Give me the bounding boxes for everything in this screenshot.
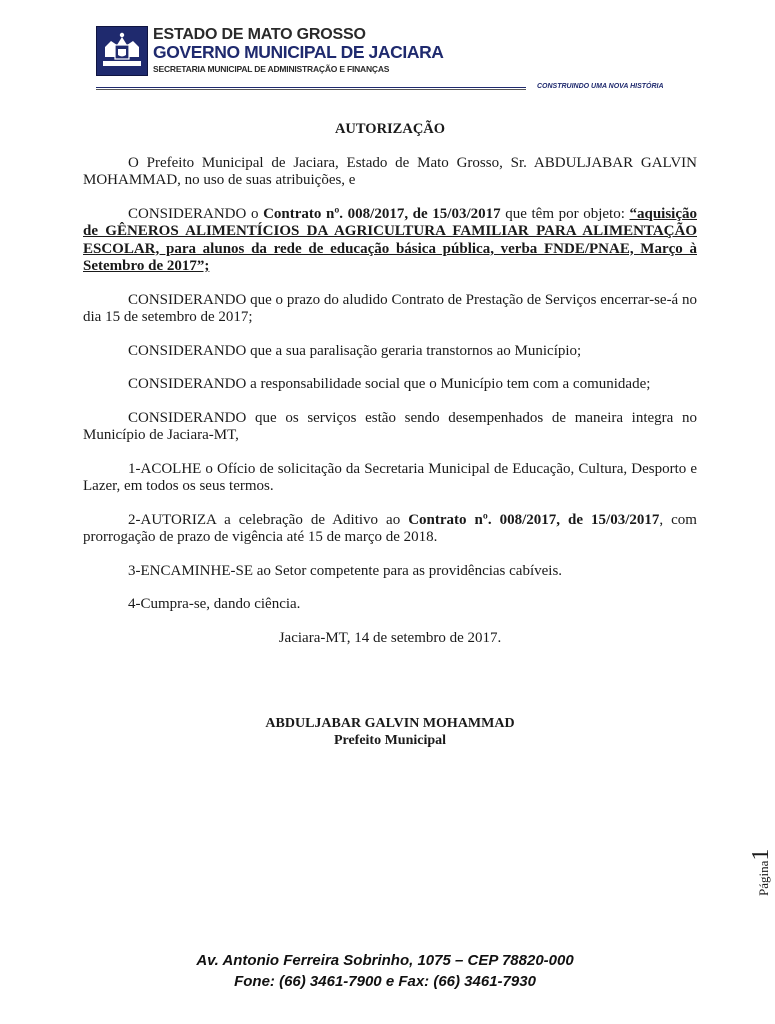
p1-lead: CONSIDERANDO o	[128, 205, 264, 222]
date-line: Jaciara-MT, 14 de setembro de 2017.	[278, 629, 502, 646]
page-number: 1	[748, 848, 774, 861]
letterhead	[96, 26, 696, 96]
item-4-paragraph: 4-Cumpra-se, dando ciência.	[128, 596, 301, 612]
considering-responsibility-paragraph: CONSIDERANDO a responsabilidade social que o Município tem com a comunidade;	[128, 376, 651, 392]
footer-phones: Fone: (66) 3461-7900 e Fax: (66) 3461-7930	[234, 973, 536, 990]
signature-block	[83, 715, 697, 749]
contract-reference: Contrato nº. 008/2017, de 15/03/2017	[263, 205, 501, 222]
contract-object: “aquisição de GÊNEROS ALIMENTÍCIOS DA AGRICULTURA FAMILIAR PARA ALIMENTAÇÃO ESCOLAR, para alunos da rede de educação básica pública, verba FNDE/PNAE, Março à Setembro de 2017”;	[83, 205, 697, 274]
item-1-paragraph: 1-ACOLHE o Ofício de solicitação da Secretaria Municipal de Educação, Cultura, Desporto e Lazer, em todos os seus termos.	[83, 460, 697, 494]
p1-mid: que têm por objeto:	[500, 205, 630, 222]
signer-name: ABDULJABAR GALVIN MOHAMMAD	[265, 716, 515, 731]
considering-interruption-paragraph: CONSIDERANDO que a sua paralisação geraria transtornos ao Município;	[128, 342, 582, 359]
footer	[0, 950, 770, 992]
intro-paragraph: O Prefeito Municipal de Jaciara, Estado de Mato Grosso, Sr. ABDULJABAR GALVIN MOHAMMAD, no uso de suas atribuições, e	[83, 154, 697, 188]
crest-graphic	[97, 27, 147, 75]
slogan: CONSTRUINDO UMA NOVA HISTÓRIA	[537, 83, 664, 90]
page-label: Página	[756, 860, 771, 896]
page-number-marker	[748, 849, 775, 896]
footer-address: Av. Antonio Ferreira Sobrinho, 1075 – CEP 78820-000	[196, 952, 574, 969]
p7-tail: , com prorrogação de prazo de vigência até 15 de março de 2018.	[83, 511, 697, 545]
p7-contract-reference: Contrato nº. 008/2017, de 15/03/2017	[408, 511, 660, 528]
document-title: AUTORIZAÇÃO	[334, 121, 446, 137]
p7-lead: 2-AUTORIZA a celebração de Aditivo ao	[128, 511, 409, 528]
state-name: ESTADO DE MATO GROSSO	[153, 26, 366, 43]
government-name: GOVERNO MUNICIPAL DE JACIARA	[153, 42, 444, 62]
header-divider	[96, 87, 526, 88]
considering-services-paragraph: CONSIDERANDO que os serviços estão sendo desempenhados de maneira integra no Município de Jaciara-MT,	[83, 409, 697, 443]
header-divider-secondary	[96, 89, 526, 90]
signer-role: Prefeito Municipal	[333, 733, 447, 748]
item-2-paragraph	[83, 512, 697, 547]
considering-deadline-paragraph: CONSIDERANDO que o prazo do aludido Contrato de Prestação de Serviços encerrar-se-á no dia 15 de setembro de 2017;	[83, 291, 697, 325]
document-body	[83, 121, 697, 749]
item-3-paragraph: 3-ENCAMINHE-SE ao Setor competente para as providências cabíveis.	[128, 562, 563, 579]
municipal-crest-icon	[96, 26, 148, 76]
considering-contract-paragraph	[83, 206, 697, 276]
secretariat-name: SECRETARIA MUNICIPAL DE ADMINISTRAÇÃO E FINANÇAS	[153, 64, 390, 74]
